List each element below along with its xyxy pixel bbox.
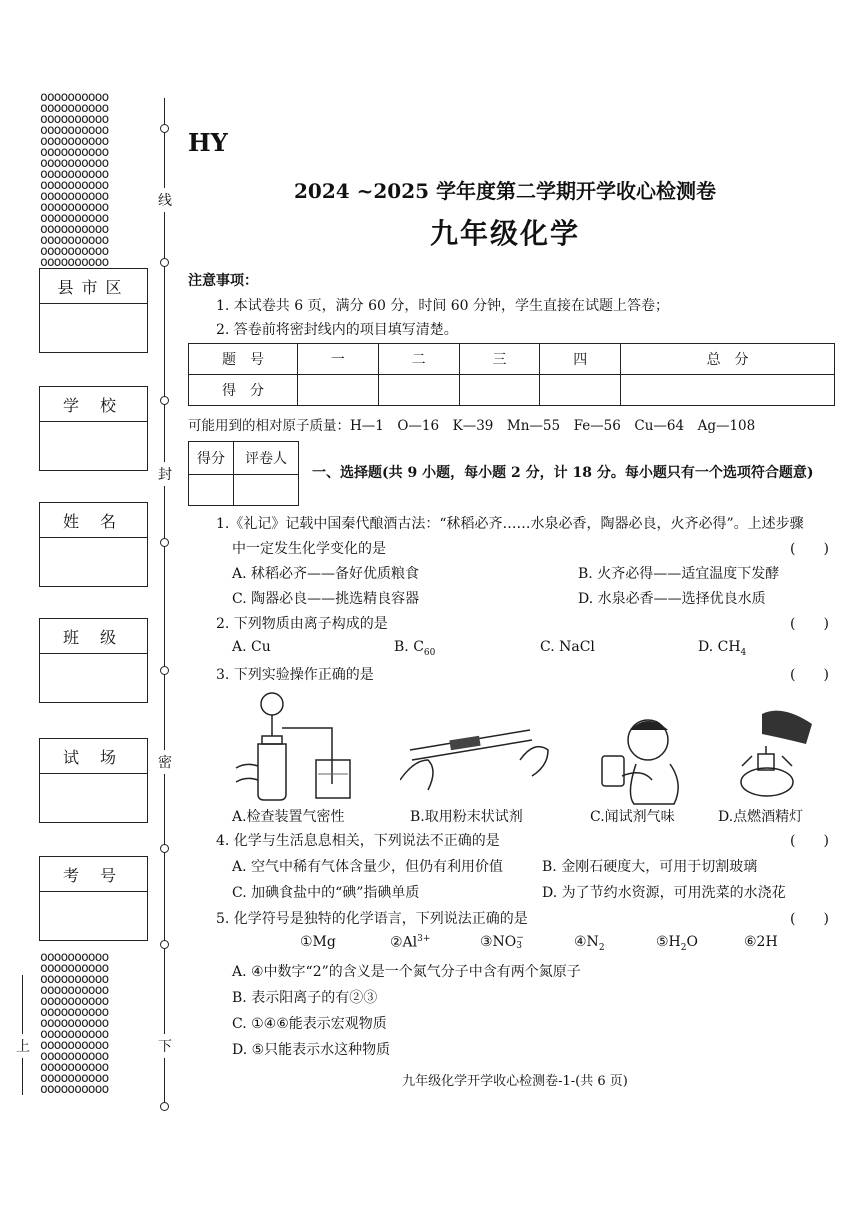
- question-3-stem: 3. 下列实验操作正确的是: [216, 667, 374, 683]
- section-heading: 一、选择题(共 9 小题，每小题 2 分，计 18 分。每小题只有一个选项符合题意): [312, 465, 814, 481]
- grader-name-cell[interactable]: [234, 475, 299, 506]
- grader-name-label: 评卷人: [234, 442, 299, 475]
- binding-ring: [160, 124, 169, 133]
- score-cell[interactable]: [378, 375, 459, 406]
- field-box-name[interactable]: [39, 502, 148, 587]
- answer-bracket[interactable]: ( ): [790, 667, 829, 683]
- field-box-exam-no[interactable]: [39, 856, 148, 941]
- seal-label-secret: 密: [158, 750, 172, 774]
- question-4-option-b: B. 金刚石硬度大，可用于切割玻璃: [542, 859, 758, 875]
- symbol-text: ②Al: [390, 934, 418, 951]
- option-text: D. CH: [698, 639, 741, 655]
- score-table: [188, 343, 835, 406]
- question-3-option-a: A.检查装置气密性: [232, 809, 345, 825]
- question-4-option-a: A. 空气中稀有气体含量少，但仍有利用价值: [232, 859, 504, 875]
- question-4-stem: 4. 化学与生活息息相关，下列说法不正确的是: [216, 833, 500, 849]
- binding-ring: [160, 396, 169, 405]
- symbol-text: ③NO: [480, 934, 517, 950]
- notes-item: 1. 本试卷共 6 页，满分 60 分，时间 60 分钟，学生直接在试题上答卷；: [216, 298, 670, 314]
- seal-label-line: 线: [158, 188, 172, 212]
- field-label: 考 号: [40, 857, 147, 892]
- powder-tube-illustration: [400, 720, 550, 800]
- binding-ring: [160, 1102, 169, 1111]
- exam-title: 2024 ~2025 学年度第二学期开学收心检测卷: [293, 179, 716, 203]
- score-table-row-label: 题 号: [189, 344, 298, 375]
- field-box-county[interactable]: [39, 268, 148, 353]
- score-cell[interactable]: [540, 375, 621, 406]
- grader-score-label: 得分: [189, 442, 234, 475]
- symbol-nitrate: ③NO− 3: [480, 933, 524, 951]
- question-1-option-a: A. 秫稻必齐——备好优质粮食: [232, 566, 420, 582]
- question-1-option-b: B. 火齐必得——适宜温度下发酵: [578, 566, 780, 582]
- score-cell[interactable]: [459, 375, 540, 406]
- score-table-col: 四: [540, 344, 621, 375]
- question-1-stem-cont: 中一定发生化学变化的是: [232, 541, 386, 557]
- symbol-2h: ⑥2H: [744, 934, 778, 950]
- binding-ring: [160, 940, 169, 949]
- binding-ring: [160, 844, 169, 853]
- field-box-room[interactable]: [39, 738, 148, 823]
- seal-label-seal: 封: [158, 462, 172, 486]
- symbol-h2o: $⑤H_2O$: [656, 934, 698, 953]
- question-3-option-d: D.点燃酒精灯: [718, 809, 804, 825]
- score-cell[interactable]: [298, 375, 379, 406]
- question-5-option-a: A. ④中数字“2”的含义是一个氮气分子中含有两个氮原子: [232, 964, 581, 980]
- score-table-col: 总 分: [621, 344, 835, 375]
- question-5-stem: 5. 化学符号是独特的化学语言，下列说法正确的是: [216, 911, 528, 927]
- answer-bracket[interactable]: ( ): [790, 833, 829, 849]
- question-2-option-c: C. NaCl: [540, 639, 595, 655]
- seal-label-down: 下: [158, 1034, 172, 1058]
- question-5-option-c: C. ①④⑥能表示宏观物质: [232, 1016, 387, 1032]
- atomic-masses: 可能用到的相对原子质量：H—1 O—16 K—39 Mn—55 Fe—56 Cu—64 Ag—108: [188, 418, 756, 434]
- subject-title: 九年级化学: [429, 217, 580, 250]
- answer-bracket[interactable]: ( ): [790, 616, 829, 632]
- question-4-option-d: D. 为了节约水资源，可用洗菜的水浇花: [542, 885, 786, 901]
- option-text: B. C: [394, 639, 424, 655]
- grader-score-cell[interactable]: [189, 475, 234, 506]
- question-1-option-d: D. 水泉必香——选择优良水质: [578, 591, 766, 607]
- binding-ring: [160, 666, 169, 675]
- field-box-class[interactable]: [39, 618, 148, 703]
- symbol-n2: $④N_2$: [574, 934, 605, 953]
- score-table-col: 一: [298, 344, 379, 375]
- question-3-option-b: B.取用粉末状试剂: [410, 809, 523, 825]
- question-1-stem: 1.《礼记》记载中国秦代酿酒古法：“秫稻必齐……水泉必香，陶器必良，火齐必得”。上述步骤: [216, 516, 804, 532]
- score-table-col: 三: [459, 344, 540, 375]
- exam-code: HY: [188, 128, 228, 157]
- field-label: 县市区: [40, 269, 147, 304]
- symbol-al-ion: $②Al^{3+}$: [390, 934, 431, 951]
- dot-pattern-bottom: oooooooooo oooooooooo oooooooooo oooooooooo oooooooooo oooooooooo oooooooooo oooooooooo oooooooooo oooooooooo oooooooooo oooooooooo oooooooooo: [40, 950, 109, 1097]
- question-5-option-b: B. 表示阳离子的有②③: [232, 990, 378, 1006]
- question-2-option-d: [698, 639, 746, 658]
- page-footer: 九年级化学开学收心检测卷-1-(共 6 页): [402, 1074, 628, 1089]
- notes-item: 2. 答卷前将密封线内的项目填写清楚。: [216, 322, 458, 338]
- field-label: 试 场: [40, 739, 147, 774]
- symbol-mg: ①Mg: [300, 934, 336, 950]
- outer-label-up: 上: [16, 1034, 30, 1058]
- alcohol-lamp-illustration: [722, 706, 822, 806]
- question-2-option-b: [394, 639, 435, 658]
- binding-ring: [160, 258, 169, 267]
- field-label: 班 级: [40, 619, 147, 654]
- binding-ring: [160, 538, 169, 547]
- question-2-option-a: A. Cu: [232, 639, 271, 655]
- symbol-text: ⑤H: [656, 934, 681, 950]
- subscript: 60: [423, 647, 436, 658]
- subscript: 4: [740, 647, 747, 658]
- field-box-school[interactable]: [39, 386, 148, 471]
- grader-table: [188, 441, 299, 506]
- answer-bracket[interactable]: ( ): [790, 541, 829, 557]
- field-label: 学 校: [40, 387, 147, 422]
- question-2-stem: 2. 下列物质由离子构成的是: [216, 616, 388, 632]
- answer-bracket[interactable]: ( ): [790, 911, 829, 927]
- question-4-option-c: C. 加碘食盐中的“碘”指碘单质: [232, 885, 420, 901]
- score-table-row-label: 得 分: [189, 375, 298, 406]
- score-table-col: 二: [378, 344, 459, 375]
- dot-pattern-top: oooooooooo oooooooooo oooooooooo oooooooooo oooooooooo oooooooooo oooooooooo oooooooooo oooooooooo oooooooooo oooooooooo oooooooooo oooooooooo oooooooooo oooooooooo oooooooooo: [40, 90, 109, 270]
- symbol-text: ④N: [574, 934, 599, 950]
- smell-reagent-illustration: [596, 706, 686, 806]
- field-label: 姓 名: [40, 503, 147, 538]
- question-1-option-c: C. 陶器必良——挑选精良容器: [232, 591, 420, 607]
- score-cell[interactable]: [621, 375, 835, 406]
- notes-heading: 注意事项：: [188, 273, 258, 289]
- flask-airtightness-illustration: [232, 688, 372, 806]
- question-5-option-d: D. ⑤只能表示水这种物质: [232, 1042, 391, 1058]
- question-3-option-c: C.闻试剂气味: [590, 809, 675, 825]
